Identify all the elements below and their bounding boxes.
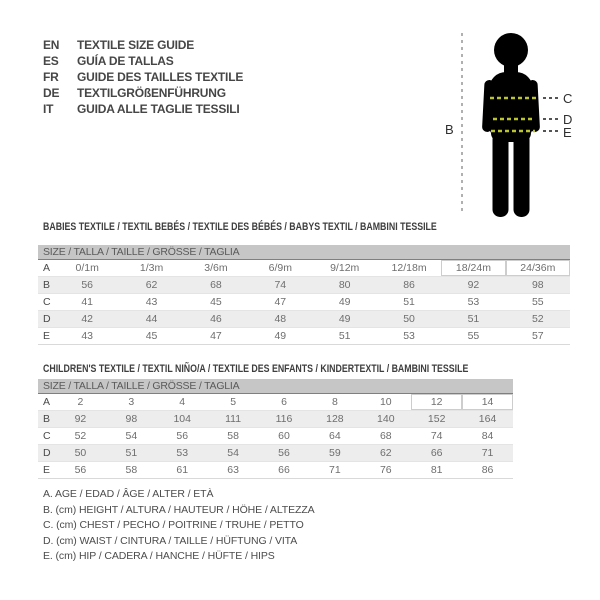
size-cell: 80 xyxy=(338,279,351,291)
size-cell: 50 xyxy=(74,447,87,459)
size-cell: 68 xyxy=(210,279,222,291)
row-label: E xyxy=(43,464,51,476)
size-cell: 60 xyxy=(278,430,290,442)
language-row xyxy=(43,37,243,53)
table-row xyxy=(38,462,513,479)
language-list xyxy=(43,37,243,117)
size-cell: 50 xyxy=(403,313,415,325)
table-row xyxy=(38,428,513,445)
size-cell: 54 xyxy=(125,430,138,442)
size-cell: 56 xyxy=(81,279,94,291)
size-cell: 43 xyxy=(81,330,94,342)
size-cell: 43 xyxy=(145,296,158,308)
size-cell: 44 xyxy=(145,313,158,325)
size-cell: 8 xyxy=(331,396,338,408)
legend-line-height: B. (cm) HEIGHT / ALTURA / HAUTEUR / HÖHE / ALTEZZA xyxy=(43,503,315,516)
row-label: B xyxy=(43,279,51,291)
size-cell: 62 xyxy=(145,279,158,291)
size-cell: 49 xyxy=(338,313,351,325)
size-cell: 58 xyxy=(227,430,239,442)
size-table-header: SIZE / TALLA / TAILLE / GRÖSSE / TAGLIA xyxy=(38,245,570,260)
waist-label: D xyxy=(563,112,573,127)
size-cell: 3 xyxy=(128,396,135,408)
chest-label: C xyxy=(563,91,573,106)
size-cell: 51 xyxy=(467,313,480,325)
legend-line-hip: E. (cm) HIP / CADERA / HANCHE / HÜFTE / HIPS xyxy=(43,550,275,562)
size-cell: 81 xyxy=(430,464,443,476)
language-label: GUIDA ALLE TAGLIE TESSILI xyxy=(77,102,240,116)
size-cell: 10 xyxy=(379,396,392,408)
table-row xyxy=(38,411,513,428)
table-row xyxy=(38,394,513,411)
language-label: TEXTILE SIZE GUIDE xyxy=(77,38,195,52)
size-cell: 0/1m xyxy=(75,262,99,274)
size-cell: 48 xyxy=(274,313,287,325)
size-cell: 4 xyxy=(179,396,186,408)
size-cell: 71 xyxy=(481,447,494,459)
size-cell: 51 xyxy=(403,296,415,308)
size-cell: 74 xyxy=(430,430,443,442)
size-cell: 64 xyxy=(329,430,341,442)
language-label: GUÍA DE TALLAS xyxy=(77,54,174,68)
size-cell: 58 xyxy=(125,464,138,476)
size-cell: 18/24m xyxy=(441,260,505,276)
size-cell: 6 xyxy=(281,396,287,408)
language-label: TEXTILGRÖßENFÜHRUNG xyxy=(77,86,226,100)
size-cell: 52 xyxy=(74,430,87,442)
row-label: B xyxy=(43,413,51,425)
legend-line-waist: D. (cm) WAIST / CINTURA / TAILLE / HÜFTUNG / VITA xyxy=(43,534,298,547)
size-cell: 74 xyxy=(274,279,287,291)
size-cell: 12/18m xyxy=(391,262,427,274)
size-cell: 55 xyxy=(531,296,544,308)
table-row xyxy=(38,260,570,277)
language-code: FR xyxy=(43,70,59,84)
size-cell: 128 xyxy=(326,413,344,425)
language-row xyxy=(43,101,243,117)
size-cell: 41 xyxy=(81,296,94,308)
row-label: A xyxy=(43,262,51,274)
table-row xyxy=(38,445,513,462)
size-cell: 104 xyxy=(173,413,191,425)
row-label: A xyxy=(43,396,51,408)
child-silhouette xyxy=(482,33,540,217)
language-label: GUIDE DES TAILLES TEXTILE xyxy=(77,70,244,84)
language-code: IT xyxy=(43,102,54,116)
babies-size-table xyxy=(38,245,570,345)
children-size-table xyxy=(38,379,513,479)
size-cell: 61 xyxy=(176,464,189,476)
size-cell: 86 xyxy=(403,279,415,291)
size-cell: 9/12m xyxy=(330,262,360,274)
size-cell: 57 xyxy=(531,330,544,342)
size-cell: 2 xyxy=(77,396,84,408)
language-row xyxy=(43,85,243,101)
size-cell: 45 xyxy=(210,296,222,308)
size-cell: 52 xyxy=(531,313,544,325)
size-cell: 47 xyxy=(274,296,287,308)
size-cell: 53 xyxy=(403,330,415,342)
size-cell: 47 xyxy=(210,330,222,342)
children-section-title: CHILDREN'S TEXTILE / TEXTIL NIÑO/A / TEXTILE DES ENFANTS / KINDERTEXTIL / BAMBINI TESSILE xyxy=(43,363,469,375)
size-cell: 140 xyxy=(377,413,395,425)
size-cell: 55 xyxy=(467,330,480,342)
size-cell: 5 xyxy=(230,396,237,408)
size-cell: 98 xyxy=(125,413,138,425)
size-cell: 1/3m xyxy=(139,262,164,274)
size-cell: 68 xyxy=(379,430,392,442)
size-cell: 51 xyxy=(338,330,351,342)
size-cell: 84 xyxy=(481,430,494,442)
language-row xyxy=(43,69,243,85)
size-cell: 164 xyxy=(478,413,497,425)
size-cell: 49 xyxy=(274,330,287,342)
row-label: D xyxy=(43,313,51,325)
row-label: C xyxy=(43,430,51,442)
size-cell: 46 xyxy=(210,313,222,325)
size-cell: 51 xyxy=(125,447,138,459)
height-label: B xyxy=(445,122,454,137)
size-cell: 62 xyxy=(379,447,392,459)
table-row xyxy=(38,328,570,345)
table-row xyxy=(38,294,570,311)
size-cell: 98 xyxy=(531,279,544,291)
size-cell: 63 xyxy=(227,464,239,476)
measurement-legend xyxy=(43,487,315,565)
size-cell: 54 xyxy=(227,447,239,459)
size-cell: 152 xyxy=(427,413,446,425)
language-code: ES xyxy=(43,54,59,68)
row-label: E xyxy=(43,330,51,342)
size-cell: 66 xyxy=(430,447,443,459)
measurement-figure xyxy=(440,20,600,232)
size-cell: 42 xyxy=(81,313,94,325)
size-cell: 45 xyxy=(145,330,158,342)
legend-line-chest: C. (cm) CHEST / PECHO / POITRINE / TRUHE / PETTO xyxy=(43,519,304,531)
size-cell: 24/36m xyxy=(506,260,570,276)
language-row xyxy=(43,53,243,69)
size-cell: 92 xyxy=(467,279,480,291)
hip-label: E xyxy=(563,125,572,140)
size-cell: 66 xyxy=(278,464,290,476)
size-cell: 71 xyxy=(329,464,341,476)
legend-line-age: A. AGE / EDAD / ÂGE / ALTER / ETÀ xyxy=(43,488,214,500)
table-row xyxy=(38,311,570,328)
size-cell: 56 xyxy=(74,464,87,476)
size-cell: 86 xyxy=(481,464,494,476)
size-cell: 111 xyxy=(225,413,242,425)
size-cell: 12 xyxy=(411,394,462,410)
size-cell: 49 xyxy=(338,296,351,308)
size-cell: 59 xyxy=(329,447,341,459)
size-cell: 92 xyxy=(74,413,87,425)
language-code: EN xyxy=(43,38,60,52)
size-cell: 53 xyxy=(467,296,480,308)
row-label: C xyxy=(43,296,51,308)
size-cell: 76 xyxy=(379,464,392,476)
size-cell: 14 xyxy=(462,394,513,410)
babies-section-title: BABIES TEXTILE / TEXTIL BEBÉS / TEXTILE DES BÉBÉS / BABYS TEXTIL / BAMBINI TESSILE xyxy=(43,221,437,233)
table-row xyxy=(38,277,570,294)
row-label: D xyxy=(43,447,51,459)
size-cell: 116 xyxy=(275,413,293,425)
size-table-header: SIZE / TALLA / TAILLE / GRÖSSE / TAGLIA xyxy=(38,379,513,394)
language-code: DE xyxy=(43,86,60,100)
size-cell: 56 xyxy=(278,447,290,459)
size-cell: 3/6m xyxy=(204,262,228,274)
size-cell: 53 xyxy=(176,447,189,459)
size-cell: 56 xyxy=(176,430,189,442)
size-cell: 6/9m xyxy=(268,262,292,274)
